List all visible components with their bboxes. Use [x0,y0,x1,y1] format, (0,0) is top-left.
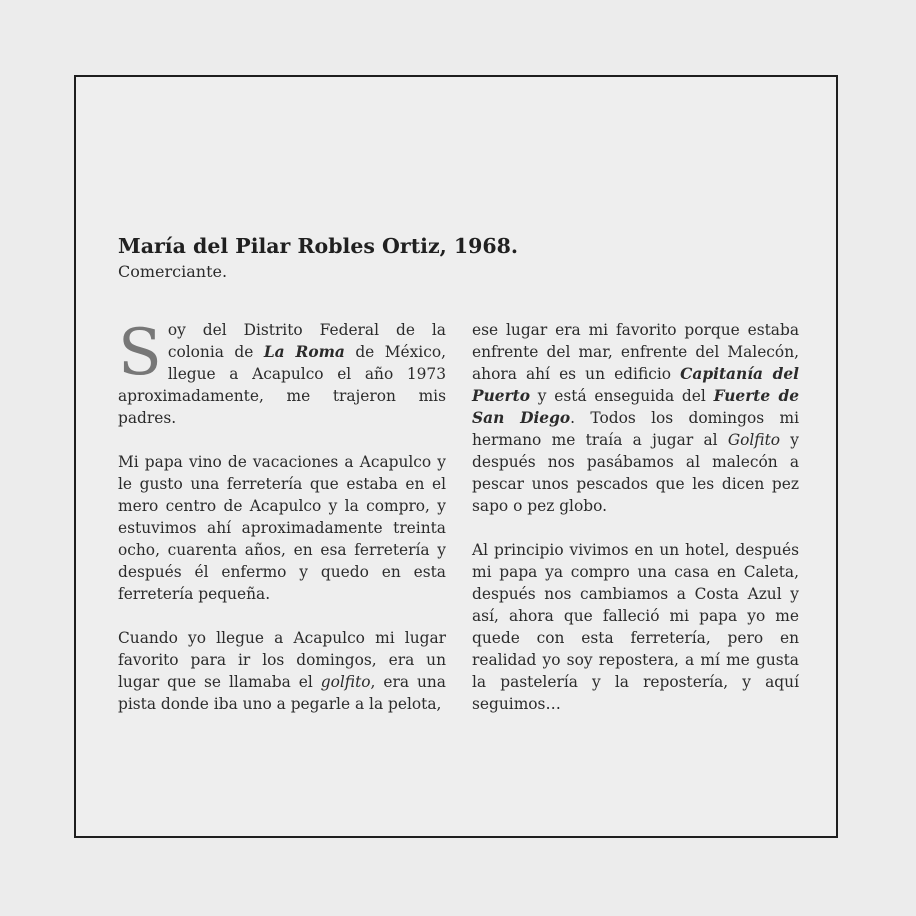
testimony-header [118,232,518,283]
text-run: oy del Distrito Federal de la colonia de [167,321,446,361]
person-occupation: Comerciante. [118,262,228,281]
italic-term: golfito [320,673,371,691]
paragraph: Al principio vivimos en un hotel, después mi papa ya compro una casa en Caleta, después nos cambiamos a Costa Azul y así, ahora que falleció mi papa yo me quede con esta ferretería, pero en realidad yo soy repostera, a mí me gusta la pastelería y la repostería, y aquí seguimos… [472,541,799,713]
right-text-column [472,319,799,737]
text-run: ese lugar era mi favorito porque estaba enfrente del mar, enfrente del Malecón, ahora ahí es un edificio [472,321,799,383]
paragraph: Mi papa vino de vacaciones a Acapulco y le gusto una ferretería que estaba en el mero centro de Acapulco y la compro, y estuvimos ahí aproximadamente treinta ocho, cuarenta años, en esa ferretería y después él enfermo y quedo en esta ferretería pequeña. [118,453,446,603]
place-name-emphasis: La Roma [263,343,345,361]
place-name-emphasis: Fuerte de San Diego [472,387,799,427]
text-run: de México, llegue a Acapulco el año 1973 aproximadamente, me trajeron mis padres. [118,343,446,427]
text-run: . Todos los domingos mi hermano me traía a jugar al [472,409,799,449]
drop-cap: S [118,316,162,390]
paragraph [118,316,446,429]
text-run: Cuando yo llegue a Acapulco mi lugar favorito para ir los domingos, era un lugar que se llamaba el [118,629,446,691]
text-run: , era una pista donde iba uno a pegarle a la pelota, [118,673,446,713]
text-run: y después nos pasábamos al malecón a pescar unos pescados que les dicen pez sapo o pez globo. [472,431,799,515]
paragraph [118,627,446,715]
paragraph [472,319,799,517]
person-name: María del Pilar Robles Ortiz, 1968. [118,234,519,258]
place-name-emphasis: Capitanía del Puerto [472,365,799,405]
text-run: y está enseguida del [530,387,714,405]
italic-term: Golfito [727,431,781,449]
left-text-column [118,316,446,737]
